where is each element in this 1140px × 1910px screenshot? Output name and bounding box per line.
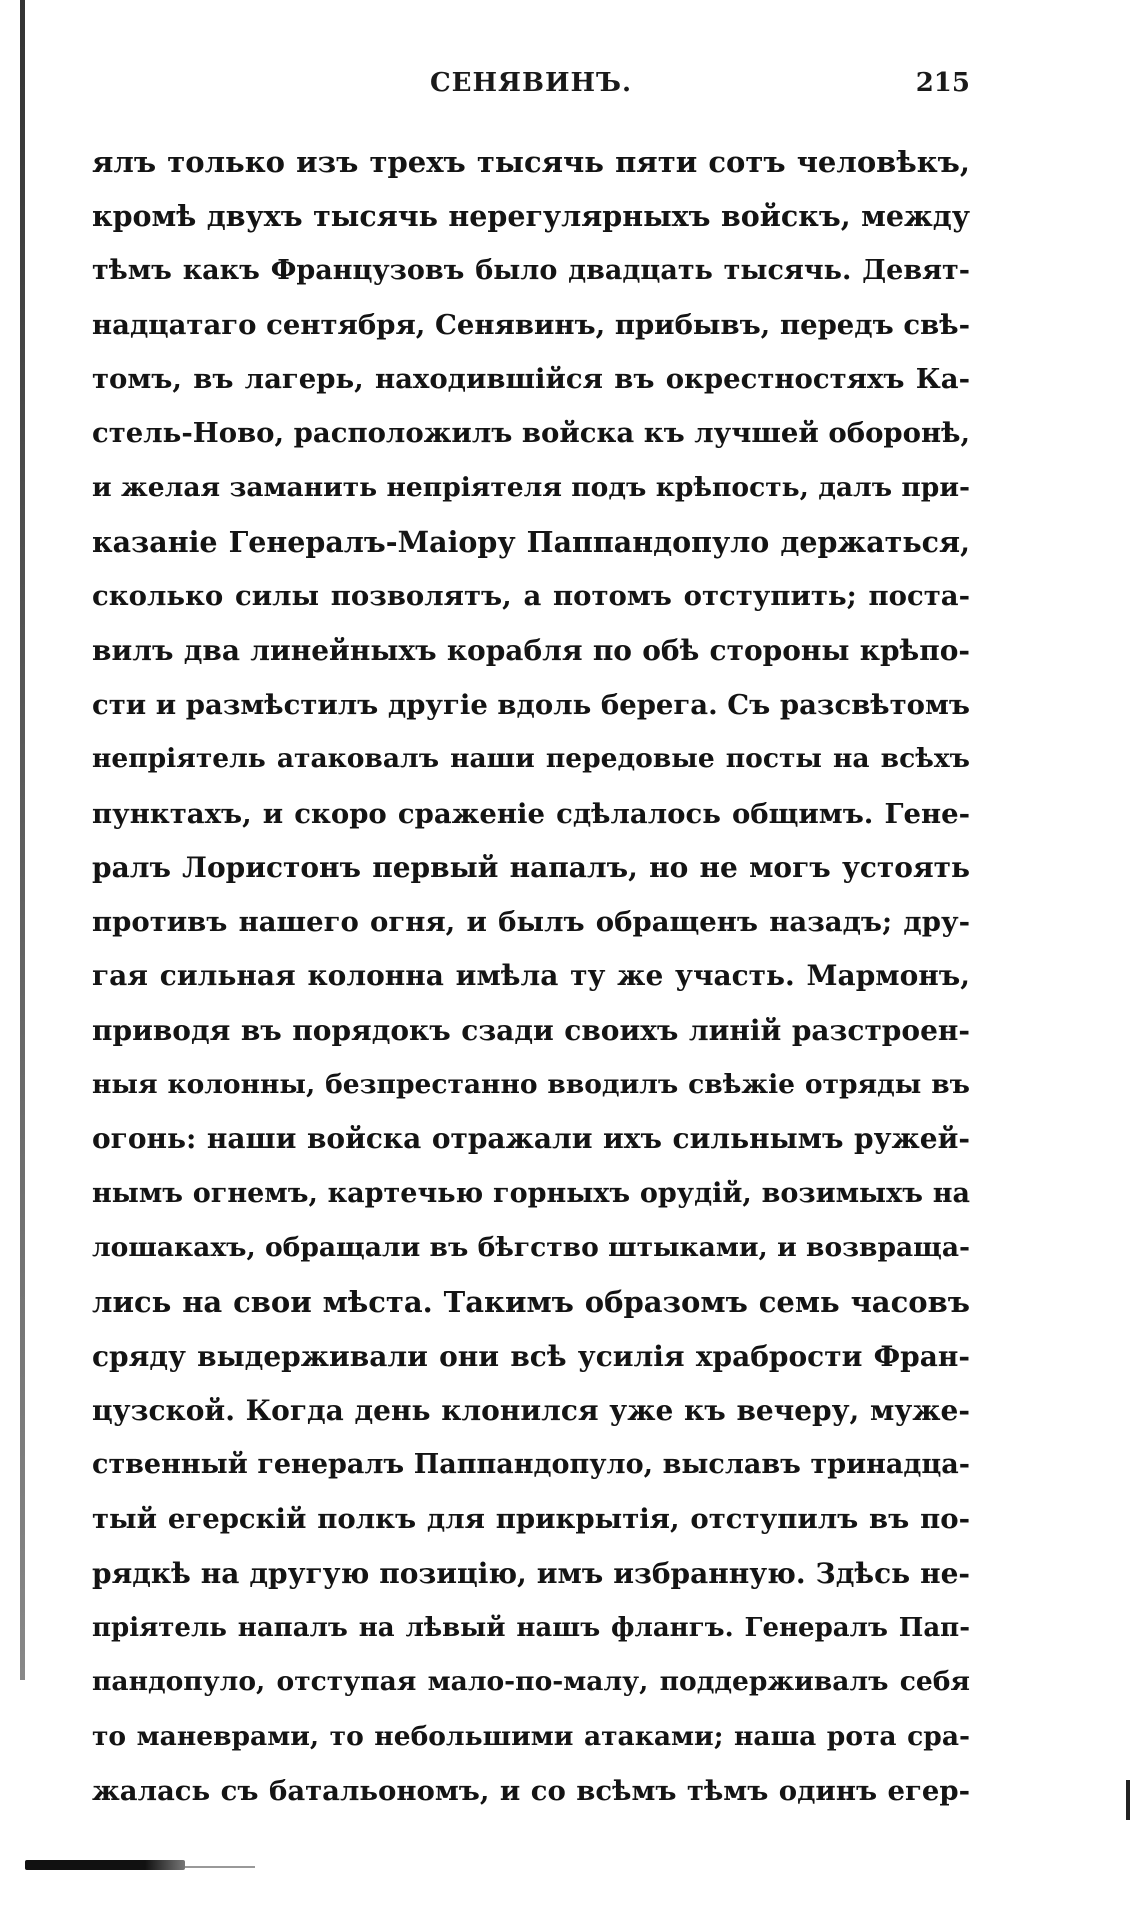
text-line: пунктахъ, и скоро сраженіе сдѣлалось общимъ. Гене- <box>92 797 970 830</box>
text-line: ныя колонны, безпрестанно вводилъ свѣжіе отряды въ <box>92 1069 970 1101</box>
text-line: непріятель атаковалъ наши передовые посты на всѣхъ <box>92 743 970 775</box>
text-line: огонь: наши войска отражали ихъ сильнымъ ружей- <box>92 1122 970 1156</box>
running-title: СЕНЯВИНЪ. <box>429 68 633 98</box>
body-text <box>92 135 970 1818</box>
text-line: пандопуло, отступая мало-по-малу, поддерживалъ себя <box>92 1666 970 1698</box>
text-line: вилъ два линейныхъ корабля по обѣ стороны крѣпо- <box>92 633 970 667</box>
text-line: сряду выдерживали они всѣ усилія храбрости Фран- <box>92 1339 970 1373</box>
text-line: жалась съ батальономъ, и со всѣмъ тѣмъ одинъ егер- <box>92 1774 970 1807</box>
text-line: сти и размѣстилъ другіе вдоль берега. Съ разсвѣтомъ <box>92 688 970 721</box>
text-line: тый егерскій полкъ для прикрытія, отступилъ въ по- <box>92 1503 970 1536</box>
text-line: и желая заманить непріятеля подъ крѣпость, далъ при- <box>92 471 970 503</box>
text-line: лись на свои мѣста. Такимъ образомъ семь часовъ <box>92 1285 970 1320</box>
text-line: ралъ Лористонъ первый напалъ, но не могъ устоять <box>92 850 970 884</box>
text-line: кромѣ двухъ тысячь нерегулярныхъ войскъ, между <box>92 199 970 234</box>
text-line: ственный генералъ Паппандопуло, выславъ тринадца- <box>92 1449 970 1481</box>
text-line: ялъ только изъ трехъ тысячь пяти сотъ человѣкъ, <box>92 145 970 179</box>
text-line: то маневрами, то небольшими атаками; наша рота сра- <box>92 1720 970 1752</box>
text-line: лошакахъ, обращали въ бѣгство штыками, и возвраща- <box>92 1231 970 1263</box>
scan-bottom-bar-tail <box>185 1866 255 1868</box>
text-line: нымъ огнемъ, картечью горныхъ орудій, возимыхъ на <box>92 1177 970 1209</box>
text-line: надцатаго сентября, Сенявинъ, прибывъ, передъ свѣ- <box>92 308 970 341</box>
text-line: томъ, въ лагерь, находившійся въ окрестностяхъ Ка- <box>92 363 970 396</box>
page-header <box>92 68 970 118</box>
text-line: тѣмъ какъ Французовъ было двадцать тысячь. Девят- <box>92 254 970 286</box>
text-line: стель-Ново, расположилъ войска къ лучшей оборонѣ, <box>92 417 971 450</box>
page-number: 215 <box>915 68 970 98</box>
text-line: пріятель напалъ на лѣвый нашъ флангъ. Генералъ Пап- <box>92 1613 970 1644</box>
text-line: гая сильная колонна имѣла ту же участь. Мармонъ, <box>92 959 970 993</box>
text-line: казаніе Генералъ-Маіору Паппандопуло держаться, <box>92 525 970 560</box>
text-line: противъ нашего огня, и былъ обращенъ назадъ; дру- <box>92 906 970 939</box>
text-line: цузской. Когда день клонился уже къ вечеру, муже- <box>92 1393 970 1427</box>
text-line: сколько силы позволятъ, а потомъ отступить; поста- <box>92 580 970 613</box>
page-edge-rule <box>20 0 25 1680</box>
scan-bottom-bar <box>25 1860 185 1870</box>
text-line: приводя въ порядокъ сзади своихъ линій разстроен- <box>92 1013 970 1047</box>
text-line: рядкѣ на другую позицію, имъ избранную. Здѣсь не- <box>92 1556 970 1590</box>
scan-artifact-mark <box>1126 1780 1130 1820</box>
